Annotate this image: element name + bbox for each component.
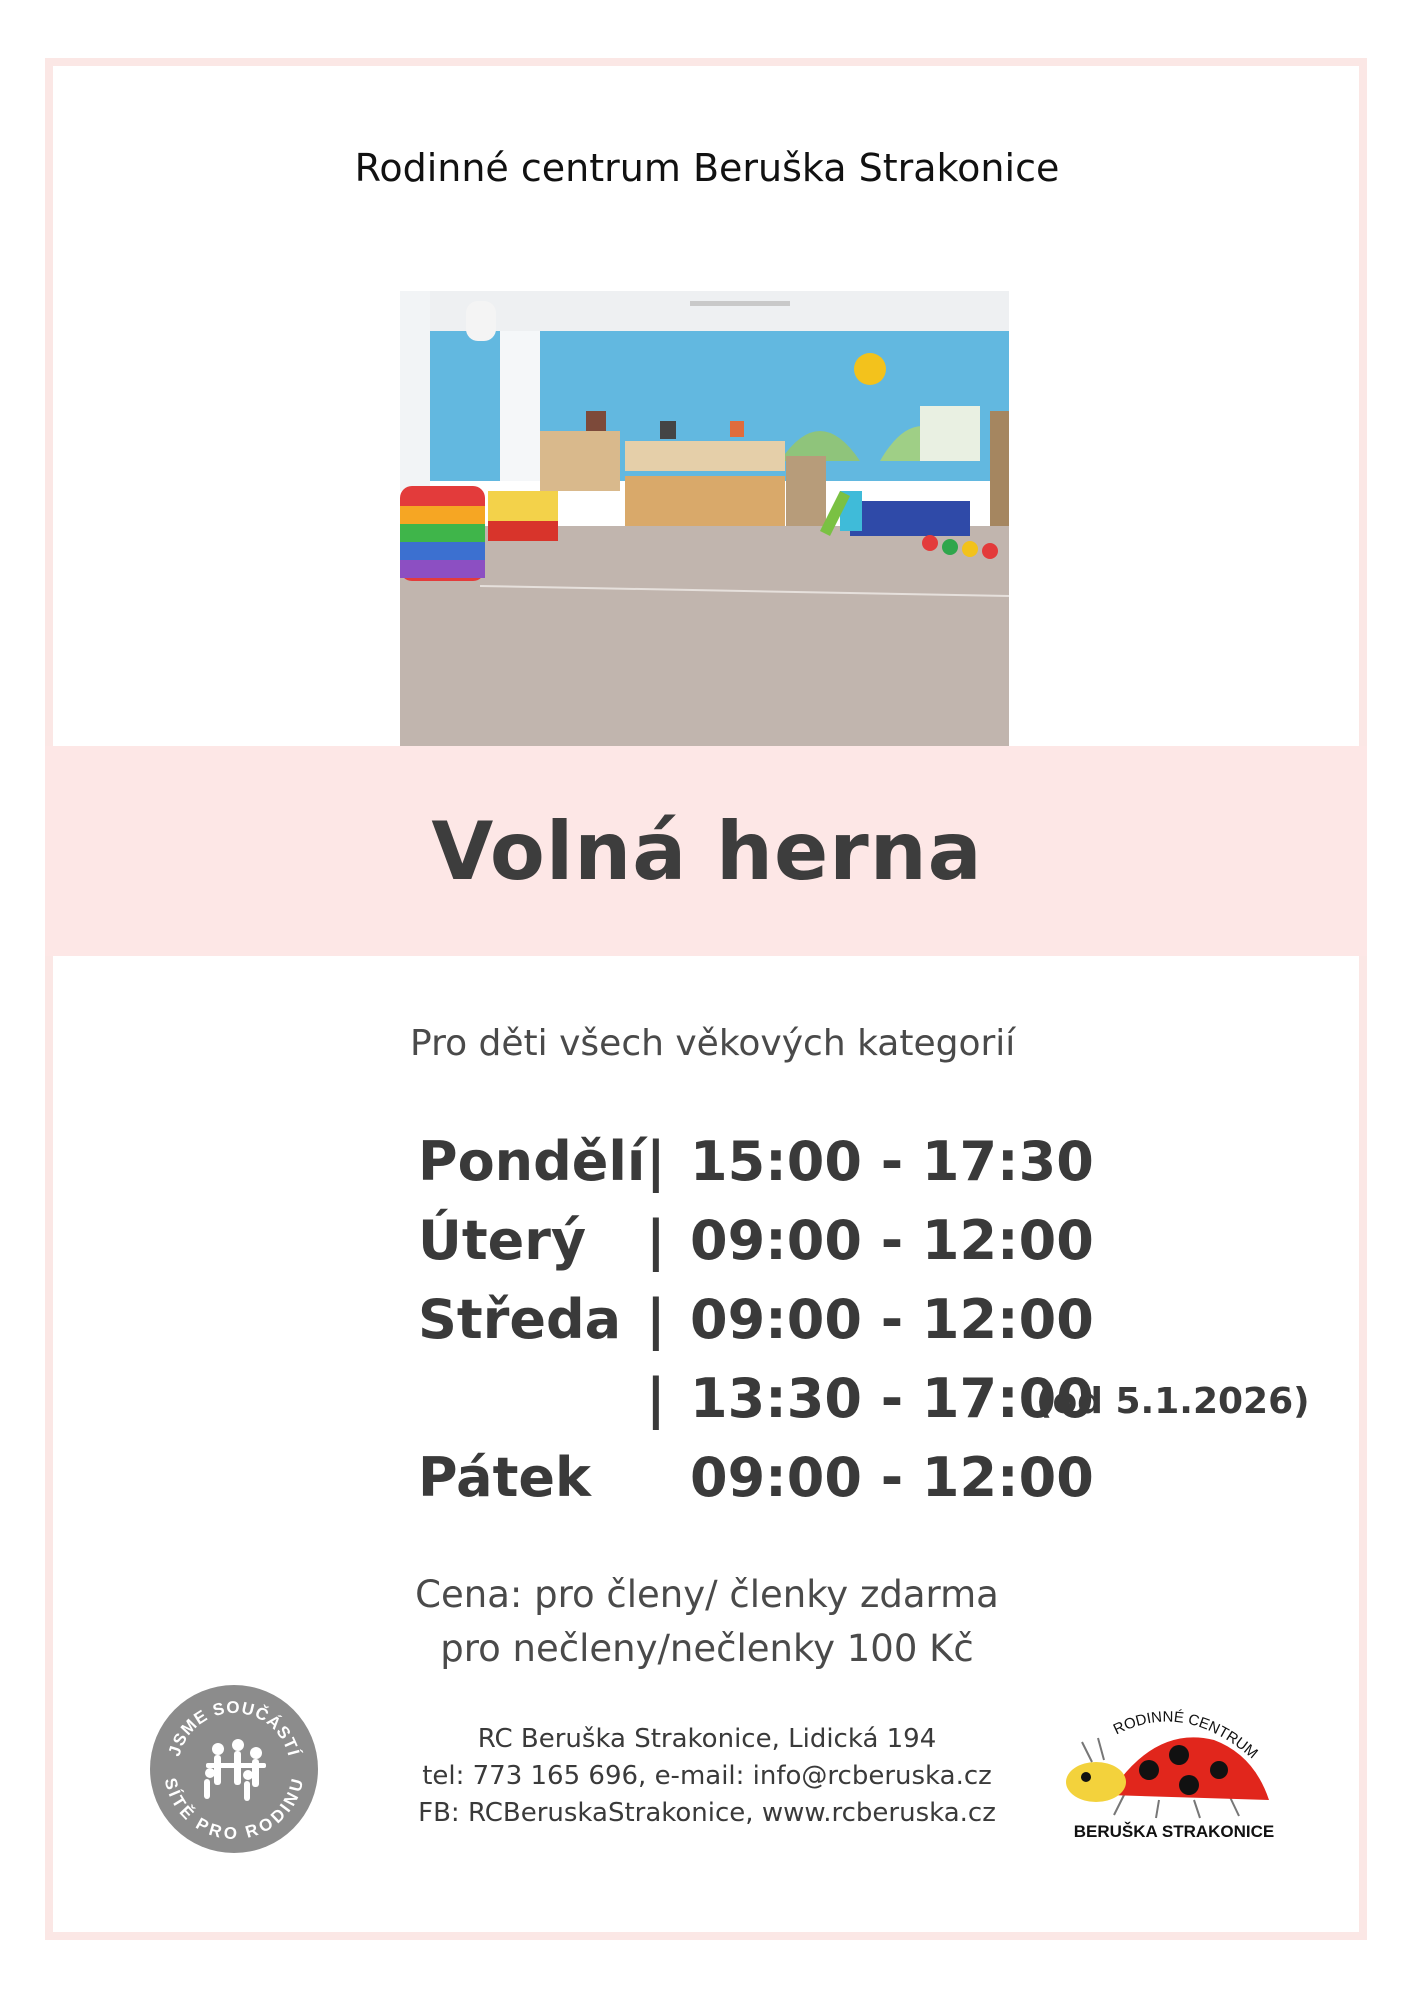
schedule-time: 09:00 - 12:00 xyxy=(690,1288,1094,1351)
schedule-day: Úterý xyxy=(418,1209,587,1272)
schedule-separator: | xyxy=(646,1288,666,1351)
schedule-day: Pátek xyxy=(418,1446,591,1509)
price-line-1: Cena: pro členy/ členky zdarma xyxy=(415,1573,999,1616)
schedule-separator: | xyxy=(646,1130,666,1193)
ladybug-caption: BERUŠKA STRAKONICE xyxy=(1073,1822,1275,1841)
schedule-time: 09:00 - 12:00 xyxy=(690,1446,1094,1509)
price-line-2: pro nečleny/nečlenky 100 Kč xyxy=(440,1627,974,1670)
schedule-separator: | xyxy=(646,1367,666,1430)
logo-bottom-text: SÍTĚ PRO RODINU xyxy=(160,1776,308,1844)
ladybug-logo xyxy=(1064,1700,1284,1850)
org-title: Rodinné centrum Beruška Strakonice xyxy=(354,146,1060,190)
contact-web: FB: RCBeruskaStrakonice, www.rcberuska.cz xyxy=(418,1798,996,1828)
subtitle: Pro děti všech věkových kategorií xyxy=(410,1023,1016,1064)
playroom-photo xyxy=(400,291,1009,746)
family-network-logo xyxy=(148,1683,320,1855)
logo-top-text: JSME SOUČÁSTÍ xyxy=(164,1697,304,1759)
schedule-day: Pondělí xyxy=(418,1130,646,1193)
schedule-time: 09:00 - 12:00 xyxy=(690,1209,1094,1272)
schedule-note: (od 5.1.2026) xyxy=(1036,1381,1310,1422)
schedule-time: 13:30 - 17:00 xyxy=(690,1367,1094,1430)
schedule-separator: | xyxy=(646,1209,666,1272)
schedule-day: Středa xyxy=(418,1288,622,1351)
contact-phone-email: tel: 773 165 696, e-mail: info@rcberuska.cz xyxy=(422,1761,992,1791)
headline: Volná herna xyxy=(431,805,983,898)
schedule-time: 15:00 - 17:30 xyxy=(690,1130,1094,1193)
ladybug-arc-text: RODINNÉ CENTRUM xyxy=(1110,1708,1261,1763)
contact-address: RC Beruška Strakonice, Lidická 194 xyxy=(477,1724,937,1754)
